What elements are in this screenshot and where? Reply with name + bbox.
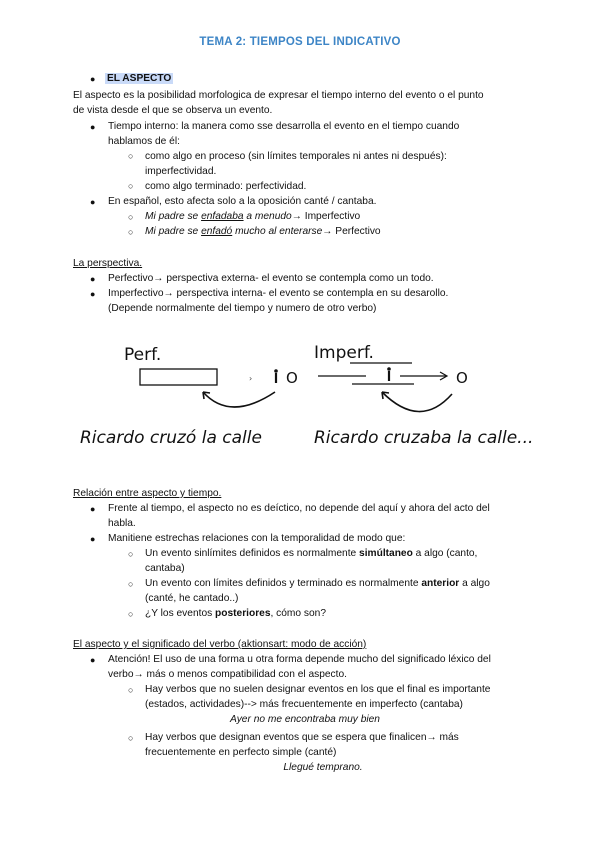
bullet-tiempo-interno-1: Tiempo interno: la manera como sse desarrolla el evento en el tiempo cuando xyxy=(108,121,460,132)
relacion-heading: Relación entre aspecto y tiempo. xyxy=(73,488,222,499)
bullet-dot: ● xyxy=(90,122,96,132)
imperf-observer: O xyxy=(456,369,468,387)
example-verb: enfadó xyxy=(201,226,233,237)
sub-bullet-estados-1: Hay verbos que no suelen designar eventos en los que el final es importante xyxy=(145,684,491,695)
example-text: a menudo xyxy=(243,211,292,222)
aspect-diagram xyxy=(0,330,600,455)
perf-caption: Ricardo cruzó la calle xyxy=(80,428,262,448)
bullet-imperfectivo-2: (Depende normalmente del tiempo y numero de otro verbo) xyxy=(108,303,377,314)
sub-bullet-circle: ○ xyxy=(128,733,134,743)
text: Un evento con límites definidos y terminado es normalmente xyxy=(145,578,422,589)
text: a algo xyxy=(459,578,490,589)
bullet-dot: ● xyxy=(90,289,96,299)
sub-bullet-simultaneo-1 xyxy=(145,546,477,561)
text: Un evento sinlímites definidos es normalmente xyxy=(145,548,360,559)
sub-bullet-proceso-2: imperfectividad. xyxy=(145,166,217,177)
section-heading-aspecto xyxy=(105,71,173,86)
sub-bullet-proceso-1: como algo en proceso (sin límites temporales ni antes ni después): xyxy=(145,151,447,162)
intro-line-2: de vista desde el que se observa un evento. xyxy=(73,105,273,116)
bullet-deictico-1: Frente al tiempo, el aspecto no es deíctico, no depende del aquí y ahora del acto del xyxy=(108,503,490,514)
bold-term: anterior xyxy=(421,578,460,589)
perf-observer: O xyxy=(286,369,298,387)
bold-term: simúltaneo xyxy=(359,548,413,559)
sub-bullet-finalicen-1: Hay verbos que designan eventos que se espera que finalicen→ más xyxy=(145,732,459,743)
bullet-dot: ● xyxy=(90,534,96,544)
imperf-caption: Ricardo cruzaba la calle... xyxy=(314,428,534,448)
bullet-dot: ● xyxy=(90,74,96,84)
sub-bullet-anterior-2: (canté, he cantado..) xyxy=(145,593,239,604)
page-title: TEMA 2: TIEMPOS DEL INDICATIVO xyxy=(199,36,401,48)
bullet-imperfectivo-1: Imperfectivo→ perspectiva interna- el evento se contempla en su desarollo. xyxy=(108,288,449,299)
example-text: mucho al enterarse xyxy=(232,226,323,237)
example-verb: enfadaba xyxy=(201,211,244,222)
person-head xyxy=(274,369,278,373)
perf-label: Perf. xyxy=(124,345,162,365)
sub-bullet-circle: ○ xyxy=(128,685,134,695)
example-label: → Perfectivo xyxy=(322,226,381,237)
sub-bullet-circle: ○ xyxy=(128,227,134,237)
sub-bullet-circle: ○ xyxy=(128,181,134,191)
text: ¿Y los eventos xyxy=(145,608,216,619)
bullet-dot: ● xyxy=(90,197,96,207)
bullet-atencion-1: Atención! El uso de una forma u otra forma depende mucho del significado léxico del xyxy=(108,654,491,665)
aktionsart-heading: El aspecto y el significado del verbo (aktionsart: modo de acción) xyxy=(73,639,367,650)
example-label: → Imperfectivo xyxy=(291,211,361,222)
sub-bullet-finalicen-2: frecuentemente en perfecto simple (canté) xyxy=(145,747,337,758)
bullet-dot: ● xyxy=(90,504,96,514)
bold-term: posteriores xyxy=(215,608,271,619)
perspectiva-heading: La perspectiva. xyxy=(73,258,143,269)
bullet-tiempo-interno-2: hablamos de él: xyxy=(108,136,180,147)
bullet-perfectivo: Perfectivo→ perspectiva externa- el evento se contempla como un todo. xyxy=(108,273,434,284)
imperf-label: Imperf. xyxy=(314,343,374,363)
perf-box xyxy=(140,369,217,385)
example-perfectivo xyxy=(145,224,381,239)
bullet-atencion-2: verbo→ más o menos compatibilidad con el aspecto. xyxy=(108,669,347,680)
example-text: Mi padre se xyxy=(145,211,202,222)
text: , cómo son? xyxy=(270,608,327,619)
imperf-curve-arrow xyxy=(382,392,452,412)
sub-bullet-posteriores xyxy=(145,606,326,621)
sub-bullet-circle: ○ xyxy=(128,549,134,559)
small-arrow: › xyxy=(249,374,253,383)
sub-bullet-anterior-1 xyxy=(145,576,490,591)
sub-bullet-simultaneo-2: cantaba) xyxy=(145,563,185,574)
sub-bullet-circle: ○ xyxy=(128,212,134,222)
example-estados: Ayer no me encontraba muy bien xyxy=(230,714,380,725)
sub-bullet-terminado: como algo terminado: perfectividad. xyxy=(145,181,307,192)
bullet-temporalidad: Manitiene estrechas relaciones con la temporalidad de modo que: xyxy=(108,533,406,544)
bullet-dot: ● xyxy=(90,655,96,665)
bullet-dot: ● xyxy=(90,274,96,284)
perf-curve-arrow xyxy=(203,392,275,407)
sub-bullet-circle: ○ xyxy=(128,609,134,619)
bullet-deictico-2: habla. xyxy=(108,518,136,529)
aspecto-heading: EL ASPECTO xyxy=(107,73,172,84)
intro-line-1: El aspecto es la posibilidad morfologica de expresar el tiempo interno del evento o el punto xyxy=(73,90,484,101)
text: a algo (canto, xyxy=(412,548,478,559)
example-imperfectivo xyxy=(145,209,360,224)
sub-bullet-circle: ○ xyxy=(128,579,134,589)
sub-bullet-circle: ○ xyxy=(128,151,134,161)
sub-bullet-estados-2: (estados, actividades)--> más frecuentemente en imperfecto (cantaba) xyxy=(145,699,463,710)
person-head xyxy=(387,367,391,371)
bullet-espanol: En español, esto afecta solo a la oposición canté / cantaba. xyxy=(108,196,377,207)
example-text: Mi padre se xyxy=(145,226,202,237)
example-finalicen: Llegué temprano. xyxy=(283,762,363,773)
